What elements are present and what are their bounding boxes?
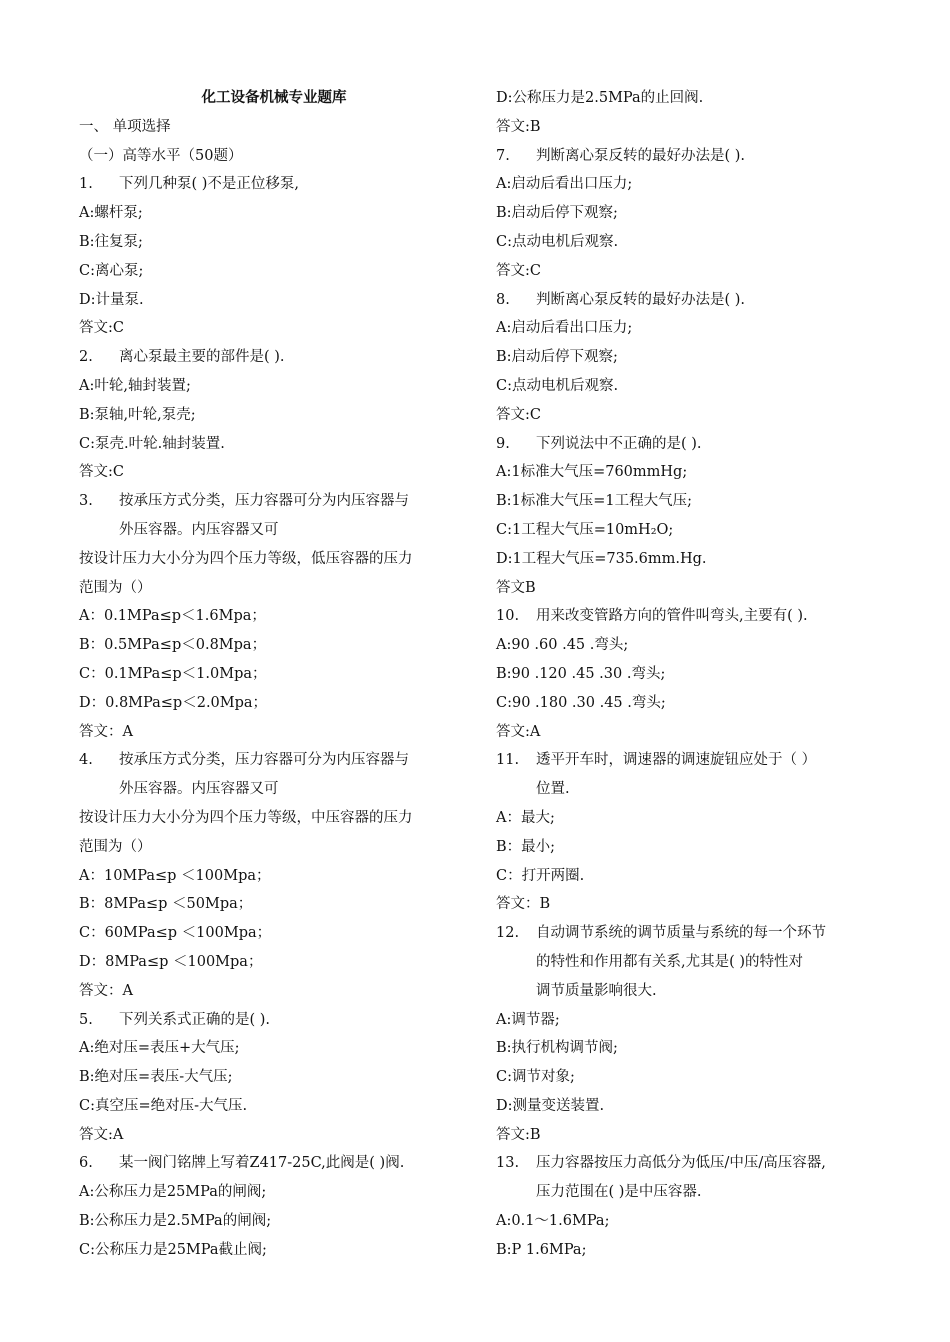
text-line: A:公称压力是25MPa的闸阀; [79, 1184, 267, 1201]
text-line: C:点动电机后观察. [496, 377, 619, 394]
text-line: A:启动后看出口压力; [496, 320, 633, 337]
text-line: 答文:A [496, 723, 541, 740]
text-line: 答文:C [79, 320, 124, 337]
text-line: 答文:B [496, 1126, 541, 1143]
text-line: A：0.1MPa≤p＜1.6Mpa； [79, 608, 266, 625]
text-line: C:离心泵; [79, 262, 144, 279]
question-text: 压力容器按压力高低分为低压/中压/高压容器, [536, 1155, 826, 1172]
question-line [79, 1149, 469, 1178]
question-number: 10. [496, 608, 520, 625]
text-line: B：最小; [496, 838, 556, 855]
text-line: 答文:B [496, 118, 541, 135]
question-text: 按承压方式分类，压力容器可分为内压容器与 [119, 752, 409, 769]
question-number: 5. [79, 1011, 93, 1028]
text-line: D：0.8MPa≤p＜2.0Mpa； [79, 694, 268, 711]
text-line: C:真空压=绝对压-大气压. [79, 1097, 248, 1114]
question-line [496, 286, 886, 315]
question-text: 透平开车时，调速器的调速旋钮应处于（ ） [536, 752, 817, 769]
text-line: B:90 .120 .45 .30 .弯头; [496, 665, 666, 682]
question-text: 用来改变管路方向的管件叫弯头,主要有( ). [536, 608, 808, 625]
text-line: 答文:C [496, 262, 541, 279]
text-line: B:绝对压=表压-大气压; [79, 1069, 233, 1086]
question-line [496, 142, 886, 171]
text-line: B:P 1.6MPa; [496, 1241, 587, 1258]
text-line: D：8MPa≤p ＜100Mpa； [79, 953, 263, 970]
question-number: 13. [496, 1155, 520, 1172]
question-line [79, 487, 469, 516]
question-text: 下列说法中不正确的是( ). [536, 435, 702, 452]
question-line [496, 746, 886, 775]
question-number: 3. [79, 493, 93, 510]
text-line: 按设计压力大小分为四个压力等级，低压容器的压力 [79, 550, 413, 567]
text-line: A:螺杆泵; [79, 205, 143, 222]
text-line: B:泵轴,叶轮,泵壳; [79, 406, 196, 423]
text-line: C:调节对象; [496, 1069, 575, 1086]
question-number: 1. [79, 176, 93, 193]
question-line [79, 343, 469, 372]
question-line [79, 746, 469, 775]
text-line: D:计量泵. [79, 291, 144, 308]
question-text: 离心泵最主要的部件是( ). [119, 349, 285, 366]
document-title: 化工设备机械专业题库 [201, 89, 347, 106]
text-line: 答文:C [496, 406, 541, 423]
text-line: 范围为（） [79, 579, 152, 596]
question-number: 11. [496, 752, 520, 769]
text-line: 答文:A [79, 1126, 124, 1143]
text-line: C：打开两圈. [496, 867, 585, 884]
text-line: 答文B [496, 579, 536, 596]
continuation-line: 外压容器。内压容器又可 [119, 521, 279, 538]
text-line: A:启动后看出口压力; [496, 176, 633, 193]
text-line: A:调节器; [496, 1011, 560, 1028]
text-line: C:泵壳.叶轮.轴封装置. [79, 435, 225, 452]
question-text: 下列几种泵( )不是正位移泵, [119, 176, 300, 193]
question-number: 2. [79, 349, 93, 366]
question-text: 自动调节系统的调节质量与系统的每一个环节 [536, 925, 826, 942]
question-number: 7. [496, 147, 510, 164]
text-line: D:测量变送装置. [496, 1097, 605, 1114]
text-line: C：0.1MPa≤p＜1.0Mpa； [79, 665, 267, 682]
question-line [496, 602, 886, 631]
text-line: B:执行机构调节阀; [496, 1040, 618, 1057]
text-line: A：最大; [496, 809, 555, 826]
right-column [496, 84, 886, 1265]
text-line: 答文：A [79, 723, 133, 740]
continuation-line: 压力范围在( )是中压容器. [536, 1184, 702, 1201]
continuation-line: 位置. [536, 781, 570, 798]
text-line: 答文：B [496, 896, 551, 913]
text-line: C:90 .180 .30 .45 .弯头; [496, 694, 666, 711]
question-text: 判断离心泵反转的最好办法是( ). [536, 147, 746, 164]
question-text: 按承压方式分类，压力容器可分为内压容器与 [119, 493, 409, 510]
question-line [496, 919, 886, 948]
continuation-line: 的特性和作用都有关系,尤其是( )的特性对 [536, 953, 804, 970]
question-number: 12. [496, 925, 520, 942]
text-line: B：0.5MPa≤p＜0.8Mpa； [79, 637, 267, 654]
continuation-line: 调节质量影响很大. [536, 982, 657, 999]
text-line: 按设计压力大小分为四个压力等级，中压容器的压力 [79, 809, 413, 826]
text-line: B:1标准大气压=1工程大气压; [496, 493, 693, 510]
text-line: B:公称压力是2.5MPa的闸阀; [79, 1213, 272, 1230]
text-line: C:点动电机后观察. [496, 233, 619, 250]
text-line: A:1标准大气压=760mmHg; [496, 464, 688, 481]
text-line: 答文：A [79, 982, 133, 999]
text-line: A:0.1～1.6MPa; [496, 1213, 610, 1230]
text-line: C：60MPa≤p ＜100Mpa； [79, 925, 272, 942]
text-line: A:叶轮,轴封装置; [79, 377, 191, 394]
text-line: C:公称压力是25MPa截止阀; [79, 1241, 267, 1258]
question-number: 8. [496, 291, 510, 308]
question-line [79, 1006, 469, 1035]
text-line: B:启动后停下观察; [496, 349, 618, 366]
question-text: 判断离心泵反转的最好办法是( ). [536, 291, 746, 308]
left-column [79, 84, 469, 1265]
text-line: B:往复泵; [79, 233, 143, 250]
text-line: D:公称压力是2.5MPa的止回阀. [496, 90, 704, 106]
continuation-line: 外压容器。内压容器又可 [119, 781, 279, 798]
question-line [79, 170, 469, 199]
text-line: B：8MPa≤p ＜50Mpa； [79, 896, 253, 913]
text-line: （一）高等水平（50题） [79, 147, 243, 164]
text-line: 答文:C [79, 464, 124, 481]
text-line: 范围为（） [79, 838, 152, 855]
question-line [496, 1149, 886, 1178]
question-number: 4. [79, 752, 93, 769]
text-line: C:1工程大气压=10mH₂O; [496, 521, 674, 538]
text-line: A：10MPa≤p ＜100Mpa； [79, 867, 271, 884]
question-number: 6. [79, 1155, 93, 1172]
text-line: 一、 单项选择 [79, 118, 171, 135]
text-line: B:启动后停下观察; [496, 205, 618, 222]
question-number: 9. [496, 435, 510, 452]
text-line: A:90 .60 .45 .弯头; [496, 637, 629, 654]
question-text: 下列关系式正确的是( ). [119, 1011, 271, 1028]
text-line: A:绝对压=表压+大气压; [79, 1040, 240, 1057]
question-line [496, 430, 886, 459]
text-line: D:1工程大气压=735.6mm.Hg. [496, 550, 707, 567]
question-text: 某一阀门铭牌上写着Z417-25C,此阀是( )阀. [119, 1155, 405, 1172]
